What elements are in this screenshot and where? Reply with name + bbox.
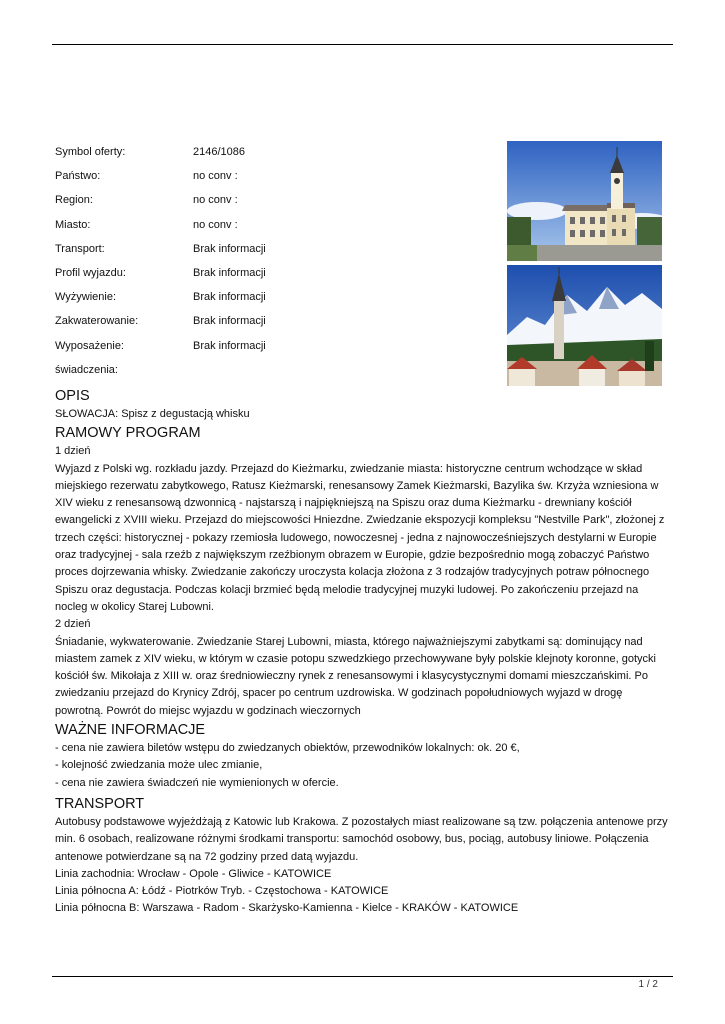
offer-label: Region: <box>55 194 93 207</box>
offer-value: Brak informacji <box>193 291 266 304</box>
header-rule <box>52 44 673 45</box>
offer-details <box>55 140 315 382</box>
offer-label: Symbol oferty: <box>55 146 126 159</box>
offer-label: świadczenia: <box>55 363 118 376</box>
offer-value: Brak informacji <box>193 242 266 255</box>
wazne-item: - kolejność zwiedzania może ulec zmianie, <box>55 759 263 772</box>
day2-label: 2 dzień <box>55 618 91 631</box>
page-number: 1 / 2 <box>638 979 658 990</box>
offer-row <box>55 140 315 164</box>
day1-label: 1 dzień <box>55 445 91 458</box>
town-hall-photo <box>507 141 662 261</box>
footer-rule <box>52 976 673 977</box>
offer-row <box>55 261 315 285</box>
offer-row <box>55 285 315 309</box>
day1-text: Wyjazd z Polski wg. rozkładu jazdy. Przejazd do Kieżmarku, zwiedzanie miasta: historyczne centrum wchodzące w skład miejskiego rezerwatu zabytkowego, Ratusz Kieżmarski, renesansowy Zamek Kieżmarski, Bazylika św. Krzyża wzniesiona w XIV wieku z renesansową dzwonnicą - najstarszą i najpiękniejszą na Spiszu oraz duma Kieżmarku - drewniany kościół ewangelicki z XVIII wieku. Przejazd do miejscowości Hniezdne. Zwiedzanie ekspozycji kompleksu "Nestville Park", złożonej z trzech części: historycznej - pokazy rzemiosła ludowego, nowoczesnej - jedna z najnowocześniejszych destylarni w Europie oraz tradycyjnej - sala rzeźb z największym rzeźbionym obrazem w Europie, gdzie bezpośrednio mogą zobaczyć Państwo proces dojrzewania whisky. Zwiedzanie zakończy uroczysta kolacja złożona z 3 rodzajów tradycyjnych potraw północnego Spiszu oraz degustacja. Podczas kolacji brzmieć będą melodie tradycyjnej muzyki ludowej. Po zakończeniu przejazd na nocleg w okolicy Starej Lubowni. <box>55 462 665 613</box>
transport-line: Linia północna B: Warszawa - Radom - Skarżysko-Kamienna - Kielce - KRAKÓW - KATOWICE <box>55 902 519 915</box>
offer-value: Brak informacji <box>193 315 266 328</box>
offer-value: no conv : <box>193 194 238 207</box>
wazne-item: - cena nie zawiera biletów wstępu do zwiedzanych obiektów, przewodników lokalnych: ok. 20 €, <box>55 742 520 755</box>
transport-heading: TRANSPORT <box>55 795 145 812</box>
day2-text: Śniadanie, wykwaterowanie. Zwiedzanie Starej Lubowni, miasta, którego najważniejszymi zabytkami są: dominujący nad miastem zamek z XIV wieku, w którym w czasie potopu szwedzkiego przechowywane były polskie klejnoty koronne, gotycki kościół św. Mikołaja z XIII w. oraz średniowieczny rynek z renesansowymi i klasycystycznymi domami mieszczańskimi. Po zwiedzaniu przejazd do Krynicy Zdrój, spacer po centrum uzdrowiska. W godzinach popołudniowych wyjazd w drogę powrotną. Powrót do miejsc wyjazdu w godzinach wieczornych <box>55 635 656 717</box>
transport-line: Linia północna A: Łódź - Piotrków Tryb. - Częstochowa - KATOWICE <box>55 885 389 898</box>
mountains-church-photo <box>507 265 662 386</box>
opis-heading: OPIS <box>55 388 90 404</box>
offer-label: Wyżywienie: <box>55 291 117 304</box>
offer-row <box>55 188 315 212</box>
offer-value: 2146/1086 <box>193 146 245 159</box>
wazne-heading: WAŻNE INFORMACJE <box>55 722 206 739</box>
offer-row <box>55 309 315 333</box>
offer-label: Wyposażenie: <box>55 339 124 352</box>
wazne-item: - cena nie zawiera świadczeń nie wymienionych w ofercie. <box>55 776 339 789</box>
offer-label: Profil wyjazdu: <box>55 267 126 280</box>
offer-value: no conv : <box>193 170 238 183</box>
offer-label: Zakwaterowanie: <box>55 315 139 328</box>
offer-value: no conv : <box>193 218 238 231</box>
offer-value: Brak informacji <box>193 267 266 280</box>
offer-value: Brak informacji <box>193 339 266 352</box>
offer-label: Państwo: <box>55 170 101 183</box>
offer-row <box>55 358 315 382</box>
offer-row <box>55 164 315 188</box>
opis-text: SŁOWACJA: Spisz z degustacją whisku <box>55 408 250 420</box>
offer-row <box>55 237 315 261</box>
transport-line: Linia zachodnia: Wrocław - Opole - Gliwice - KATOWICE <box>55 867 332 880</box>
offer-label: Miasto: <box>55 218 91 231</box>
program-heading: RAMOWY PROGRAM <box>55 425 201 442</box>
offer-row <box>55 213 315 237</box>
offer-description <box>55 386 673 918</box>
offer-label: Transport: <box>55 242 105 255</box>
transport-text: Autobusy podstawowe wyjeżdżają z Katowic lub Krakowa. Z pozostałych miast realizowane są tzw. połączenia antenowe przy min. 6 osobach, realizowane różnymi środkami transportu: samochód osobowy, bus, pociąg, autobusy liniowe. Połączenia antenowe potwierdzane są na 72 godziny przed datą wyjazdu. <box>55 815 668 863</box>
offer-row <box>55 334 315 358</box>
